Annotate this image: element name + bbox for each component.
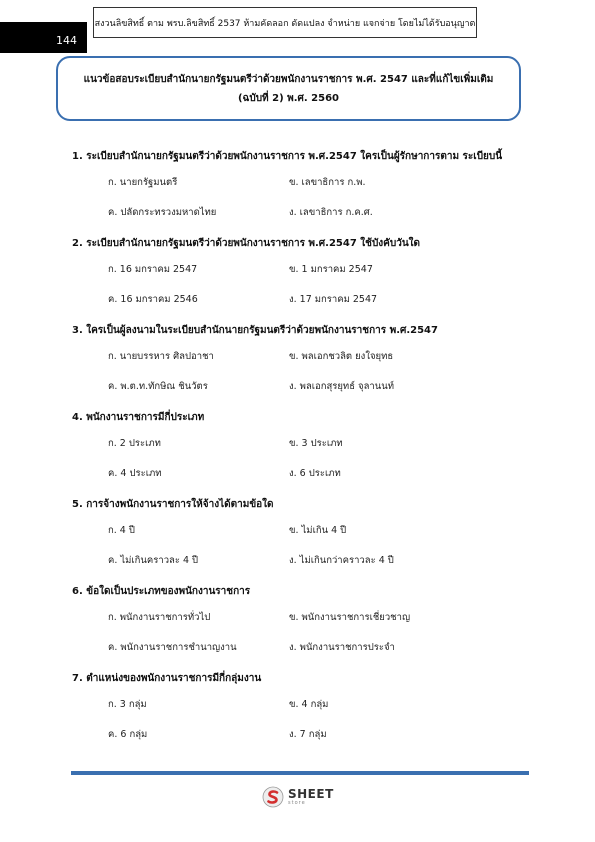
- question-4-option-a: ก. 2 ประเภท: [108, 438, 161, 449]
- question-4: 4. พนักงานราชการมีกี่ประเภท: [72, 412, 205, 423]
- footer-divider: [71, 771, 529, 775]
- page-number: 144: [0, 22, 87, 53]
- question-3-option-d: ง. พลเอกสุรยุทธ์ จุลานนท์: [289, 381, 394, 392]
- question-7-option-c: ค. 6 กลุ่ม: [108, 729, 148, 740]
- question-2-option-a: ก. 16 มกราคม 2547: [108, 264, 198, 275]
- question-3-option-b: ข. พลเอกชวลิต ยงใจยุทธ: [289, 351, 394, 362]
- copyright-notice: สงวนลิขสิทธิ์ ตาม พรบ.ลิขสิทธิ์ 2537 ห้ามคัดลอก ดัดแปลง จำหน่าย แจกจ่าย โดยไม่ได้รับอนุญาต: [93, 7, 477, 38]
- question-6-option-d: ง. พนักงานราชการประจำ: [289, 642, 395, 653]
- question-3-option-c: ค. พ.ต.ท.ทักษิณ ชินวัตร: [108, 381, 208, 392]
- logo-subtext: store: [288, 800, 306, 806]
- sheet-store-logo-icon: [262, 786, 284, 808]
- question-4-option-d: ง. 6 ประเภท: [289, 468, 341, 479]
- question-5-option-d: ง. ไม่เกินกว่าคราวละ 4 ปี: [289, 555, 394, 566]
- question-3-option-a: ก. นายบรรหาร ศิลปอาชา: [108, 351, 214, 362]
- question-4-option-c: ค. 4 ประเภท: [108, 468, 162, 479]
- question-7: 7. ตำแหน่งของพนักงานราชการมีกี่กลุ่มงาน: [72, 673, 262, 684]
- question-6: 6. ข้อใดเป็นประเภทของพนักงานราชการ: [72, 586, 251, 597]
- question-5-option-a: ก. 4 ปี: [108, 525, 135, 536]
- question-3: 3. ใครเป็นผู้ลงนามในระเบียบสำนักนายกรัฐมนตรีว่าด้วยพนักงานราชการ พ.ศ.2547: [72, 325, 438, 336]
- exam-title-line-1: แนวข้อสอบระเบียบสำนักนายกรัฐมนตรีว่าด้วยพนักงานราชการ พ.ศ. 2547 และที่แก้ไขเพิ่มเติม: [83, 73, 494, 85]
- question-6-option-c: ค. พนักงานราชการชำนาญงาน: [108, 642, 237, 653]
- question-5-option-c: ค. ไม่เกินคราวละ 4 ปี: [108, 555, 199, 566]
- question-2-option-b: ข. 1 มกราคม 2547: [289, 264, 373, 275]
- question-6-option-a: ก. พนักงานราชการทั่วไป: [108, 612, 211, 623]
- question-2: 2. ระเบียบสำนักนายกรัฐมนตรีว่าด้วยพนักงานราชการ พ.ศ.2547 ใช้บังคับวันใด: [72, 238, 421, 249]
- question-5-option-b: ข. ไม่เกิน 4 ปี: [289, 525, 347, 536]
- question-7-option-b: ข. 4 กลุ่ม: [289, 699, 329, 710]
- question-1-option-c: ค. ปลัดกระทรวงมหาดไทย: [108, 207, 217, 218]
- question-7-option-a: ก. 3 กลุ่ม: [108, 699, 147, 710]
- question-2-option-c: ค. 16 มกราคม 2546: [108, 294, 198, 305]
- exam-title-line-2: (ฉบับที่ 2) พ.ศ. 2560: [237, 92, 339, 104]
- question-1: 1. ระเบียบสำนักนายกรัฐมนตรีว่าด้วยพนักงานราชการ พ.ศ.2547 ใครเป็นผู้รักษาการตาม ระเบียบนี้: [72, 151, 503, 162]
- question-7-option-d: ง. 7 กลุ่ม: [289, 729, 327, 740]
- question-1-option-b: ข. เลขาธิการ ก.พ.: [289, 177, 366, 188]
- question-5: 5. การจ้างพนักงานราชการให้จ้างได้ตามข้อใด: [72, 499, 274, 510]
- sheet-store-logo: [262, 786, 334, 808]
- question-6-option-b: ข. พนักงานราชการเชี่ยวชาญ: [289, 612, 411, 623]
- logo-text: SHEET: [288, 787, 334, 801]
- exam-title-box: [56, 56, 521, 121]
- question-2-option-d: ง. 17 มกราคม 2547: [289, 294, 378, 305]
- question-1-option-a: ก. นายกรัฐมนตรี: [108, 177, 178, 188]
- question-4-option-b: ข. 3 ประเภท: [289, 438, 343, 449]
- question-1-option-d: ง. เลขาธิการ ก.ค.ศ.: [289, 207, 373, 218]
